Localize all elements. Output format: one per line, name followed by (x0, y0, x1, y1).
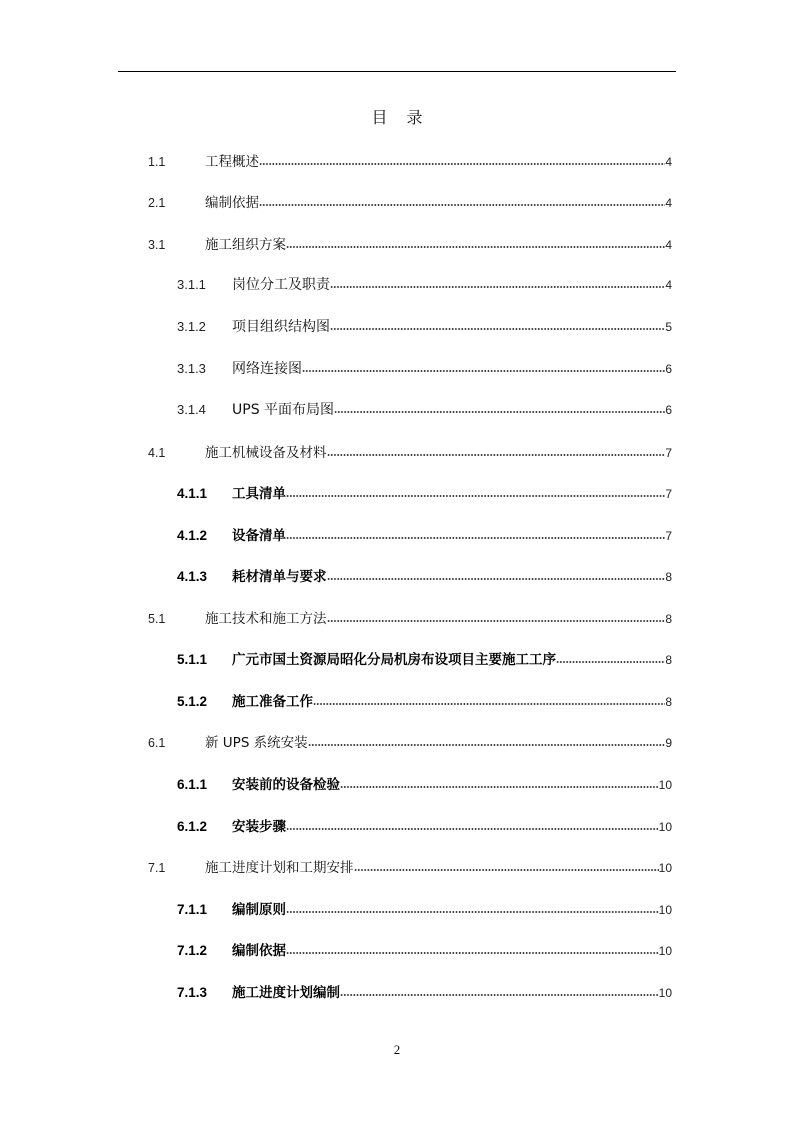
toc-entry-title: 施工技术和施工方法 (205, 610, 327, 627)
toc-entry-page: 4 (665, 237, 672, 252)
toc-entry-number: 5.1.1 (177, 652, 208, 668)
toc-entry-title: 编制依据 (205, 195, 259, 212)
toc-entry-page: 10 (658, 944, 672, 959)
toc-entry (148, 596, 672, 638)
toc-entry-page: 10 (658, 861, 672, 876)
toc-entry-title: 编制依据 (232, 943, 286, 960)
toc-entry (148, 721, 672, 763)
toc-entry-page: 4 (665, 196, 672, 211)
toc-entry-page: 9 (665, 736, 672, 751)
toc-entry-title: 施工准备工作 (232, 693, 313, 710)
toc-leader-dots (286, 246, 665, 248)
toc-entry-number: 7.1 (148, 861, 166, 876)
toc-entry-number: 2.1 (148, 196, 166, 211)
toc-leader-dots (286, 952, 659, 954)
toc-leader-dots (308, 744, 666, 746)
toc-entry-title: 施工进度计划编制 (232, 984, 340, 1001)
toc-leader-dots (286, 495, 665, 497)
toc-entry (148, 845, 672, 887)
toc-entry-page: 6 (665, 361, 672, 376)
toc-entry-page: 10 (658, 819, 672, 834)
toc-entry-number: 7.1.3 (177, 984, 208, 1000)
toc-leader-dots (330, 328, 665, 330)
toc-entry-page: 10 (658, 902, 672, 917)
toc-entry-page: 6 (665, 403, 672, 418)
toc-entry-number: 4.1 (148, 445, 166, 460)
toc-entry (148, 388, 672, 430)
toc-entry-page: 7 (665, 445, 672, 460)
toc-leader-dots (340, 786, 659, 788)
toc-entry-page: 10 (658, 777, 672, 792)
toc-entry-number: 6.1.1 (177, 776, 208, 792)
toc-entry-number: 3.1.2 (177, 318, 206, 334)
toc-entry-title: 编制原则 (232, 901, 286, 918)
toc-entry-number: 3.1.1 (177, 277, 206, 293)
toc-entry-title: 设备清单 (232, 527, 286, 544)
toc-entry-title: 网络连接图 (232, 360, 302, 377)
toc-entry (148, 638, 672, 680)
toc-entry-title: 工具清单 (232, 486, 286, 503)
toc-entry-title: 施工机械设备及材料 (205, 444, 327, 461)
toc-leader-dots (259, 163, 665, 165)
toc-leader-dots (556, 661, 665, 663)
toc-entry-page: 8 (665, 611, 672, 626)
toc-entry-page: 7 (665, 528, 672, 543)
toc-leader-dots (330, 286, 665, 288)
toc-entry-number: 6.1 (148, 736, 166, 751)
toc-entry-page: 7 (665, 487, 672, 502)
toc-leader-dots (259, 204, 665, 206)
toc-leader-dots (334, 411, 665, 413)
toc-entry (148, 887, 672, 929)
toc-leader-dots (286, 911, 659, 913)
toc-entry (148, 928, 672, 970)
toc-entry (148, 222, 672, 264)
toc-entry (148, 305, 672, 347)
toc-entry (148, 970, 672, 1012)
header-rule (118, 71, 676, 72)
toc-entry-number: 1.1 (148, 154, 166, 169)
toc-entry-page: 4 (665, 154, 672, 169)
toc-entry-number: 7.1.2 (177, 943, 208, 959)
toc-entry-page: 10 (658, 985, 672, 1000)
toc-entry-title: 安装前的设备检验 (232, 776, 340, 793)
toc-entry-title: 工程概述 (205, 153, 259, 170)
table-of-contents (148, 139, 672, 1011)
toc-entry-page: 4 (665, 278, 672, 293)
toc-entry-title: 新 UPS 系统安装 (205, 735, 308, 752)
toc-entry (148, 513, 672, 555)
toc-entry-number: 7.1.1 (177, 901, 208, 917)
toc-entry-page: 8 (665, 653, 672, 668)
toc-leader-dots (286, 537, 665, 539)
toc-leader-dots (313, 703, 665, 705)
toc-entry (148, 804, 672, 846)
toc-entry (148, 471, 672, 513)
toc-entry-number: 5.1 (148, 611, 166, 626)
toc-entry (148, 264, 672, 306)
toc-entry-title: 安装步骤 (232, 818, 286, 835)
toc-entry-number: 3.1.4 (177, 402, 206, 418)
toc-entry-number: 5.1.2 (177, 693, 208, 709)
toc-leader-dots (286, 828, 659, 830)
toc-entry (148, 139, 672, 181)
toc-entry-title: 施工进度计划和工期安排 (205, 860, 354, 877)
toc-entry (148, 554, 672, 596)
toc-entry-number: 4.1.2 (177, 527, 208, 543)
toc-entry-number: 4.1.3 (177, 569, 208, 585)
toc-entry-title: 施工组织方案 (205, 236, 286, 253)
toc-leader-dots (340, 994, 659, 996)
toc-leader-dots (327, 620, 666, 622)
toc-leader-dots (327, 578, 666, 580)
toc-entry (148, 181, 672, 223)
toc-entry-title: 项目组织结构图 (232, 318, 330, 335)
toc-entry (148, 762, 672, 804)
toc-entry-number: 3.1.3 (177, 360, 206, 376)
toc-entry (148, 679, 672, 721)
toc-entry-number: 4.1.1 (177, 486, 208, 502)
toc-entry-page: 8 (665, 694, 672, 709)
toc-entry-page: 5 (665, 319, 672, 334)
toc-entry-page: 8 (665, 570, 672, 585)
toc-entry-title: 耗材清单与要求 (232, 569, 327, 586)
toc-entry-number: 3.1 (148, 237, 166, 252)
toc-heading: 目 录 (371, 108, 423, 127)
page-number: 2 (393, 1042, 401, 1057)
toc-entry-title: 岗位分工及职责 (232, 277, 330, 294)
toc-leader-dots (327, 454, 666, 456)
toc-leader-dots (354, 869, 659, 871)
toc-entry-title: 广元市国土资源局昭化分局机房布设项目主要施工工序 (232, 652, 556, 669)
toc-entry-title: UPS 平面布局图 (232, 402, 335, 419)
toc-entry (148, 430, 672, 472)
toc-leader-dots (302, 370, 665, 372)
toc-entry (148, 347, 672, 389)
toc-entry-number: 6.1.2 (177, 818, 208, 834)
